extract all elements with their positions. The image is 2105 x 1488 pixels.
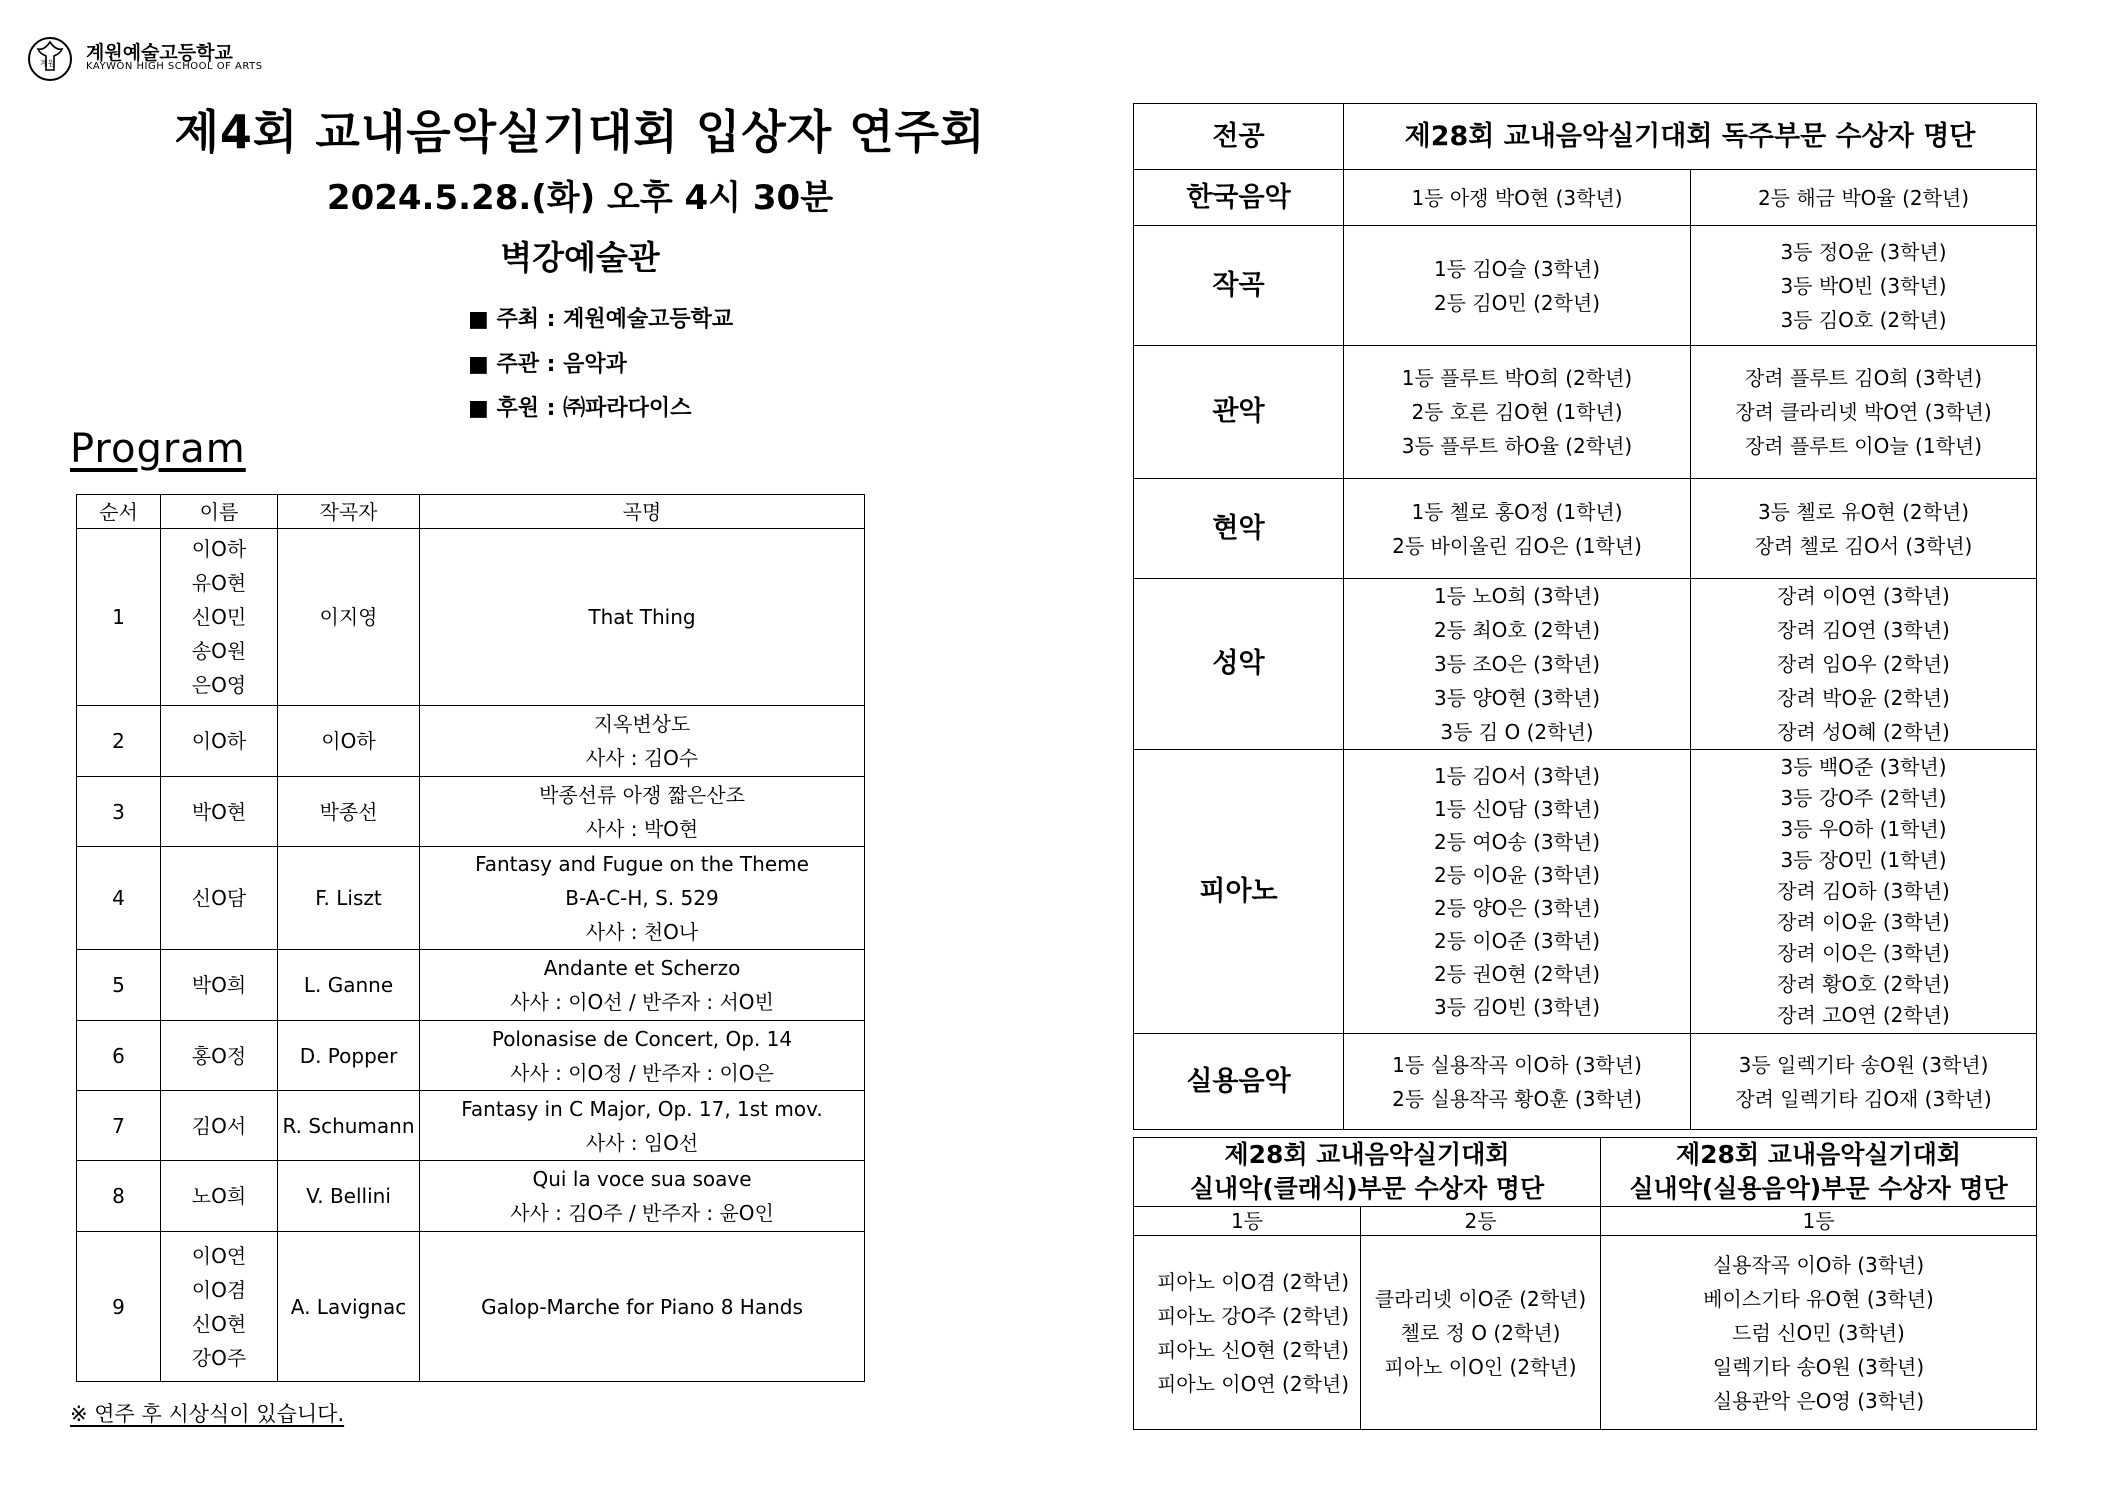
svg-text:계원: 계원	[40, 59, 56, 68]
classical-ensemble-title	[1134, 1138, 1601, 1207]
ensemble-awards-table	[1133, 1137, 2037, 1430]
order-cell: 5	[77, 950, 161, 1021]
title-line: 제28회 교내음악실기대회	[1676, 1140, 1961, 1169]
major-cell: 피아노	[1134, 750, 1344, 1034]
winner-entry: 1등 노O희 (3학년)	[1433, 584, 1601, 608]
program-row	[77, 1232, 865, 1382]
header-name: 이름	[161, 495, 278, 529]
major-cell: 현악	[1134, 479, 1344, 579]
classical-second-members	[1361, 1236, 1601, 1430]
performer-name: 신O민	[191, 605, 247, 629]
winners-right	[1691, 226, 2037, 346]
winner-entry: 1등 김O서 (3학년)	[1433, 763, 1601, 788]
title-line: 제28회 교내음악실기대회	[1224, 1140, 1510, 1169]
performer-cell	[161, 529, 278, 706]
order-cell: 6	[77, 1021, 161, 1091]
order-cell: 3	[77, 777, 161, 847]
ensemble-members-row	[1134, 1236, 2037, 1430]
winner-entry: 3등 플루트 하O율 (2학년)	[1401, 434, 1633, 458]
order-cell: 7	[77, 1091, 161, 1161]
rank-second-classical: 2등	[1361, 1207, 1601, 1236]
header-piece: 곡명	[420, 495, 865, 529]
event-organizer: ■ 주관 : 음악과	[468, 352, 627, 377]
winner-entry: 2등 여O송 (3학년)	[1433, 829, 1601, 854]
piece-cell	[420, 1021, 865, 1091]
composer-cell: 박종선	[278, 777, 420, 847]
event-sponsor: ■ 후원 : ㈜파라다이스	[468, 396, 692, 421]
piece-credit: 사사 : 박O현	[585, 816, 699, 841]
winners-right	[1691, 479, 2037, 579]
classical-first-members	[1134, 1236, 1361, 1430]
program-row	[77, 1021, 865, 1091]
program-row	[77, 706, 865, 777]
piece-credit: 사사 : 이O정 / 반주자 : 이O은	[510, 1060, 774, 1085]
winner-entry: 2등 이O윤 (3학년)	[1433, 862, 1601, 887]
title-line: 실내악(실용음악)부문 수상자 명단	[1629, 1174, 2008, 1203]
winner-entry: 1등 신O담 (3학년)	[1433, 796, 1601, 821]
winner-entry: 장려 이O윤 (3학년)	[1777, 910, 1950, 934]
member-entry: 피아노 강O주 (2학년)	[1156, 1303, 1350, 1328]
award-row-vocal	[1134, 579, 2037, 750]
winner-entry: 1등 아쟁 박O현 (3학년)	[1411, 185, 1623, 210]
winner-entry: 3등 양O현 (3학년)	[1433, 686, 1601, 710]
winner-entry: 장려 성O혜 (2학년)	[1777, 720, 1950, 744]
school-name-english: KAYWON HIGH SCHOOL OF ARTS	[86, 61, 263, 72]
program-row	[77, 1091, 865, 1161]
piece-title: Polonasise de Concert, Op. 14	[491, 1026, 793, 1051]
member-entry: 첼로 정 O (2학년)	[1400, 1320, 1561, 1345]
member-entry: 일렉기타 송O원 (3학년)	[1712, 1354, 1925, 1379]
winner-entry: 장려 이O은 (3학년)	[1777, 941, 1950, 965]
winner-entry: 1등 첼로 홍O정 (1학년)	[1411, 499, 1623, 524]
member-entry: 클라리넷 이O준 (2학년)	[1374, 1286, 1587, 1311]
order-cell: 4	[77, 847, 161, 950]
winners-left	[1344, 1034, 1691, 1130]
major-cell: 작곡	[1134, 226, 1344, 346]
piece-title: Andante et Scherzo	[543, 956, 741, 980]
program-row	[77, 847, 865, 950]
winner-entry: 장려 일렉기타 김O재 (3학년)	[1735, 1086, 1992, 1111]
awards-header-major: 전공	[1134, 104, 1344, 170]
program-row	[77, 1161, 865, 1232]
winner-entry: 3등 일렉기타 송O원 (3학년)	[1738, 1052, 1989, 1077]
piece-cell	[420, 950, 865, 1021]
winner-entry: 3등 김 O (2학년)	[1440, 720, 1594, 744]
winner-entry: 3등 강O주 (2학년)	[1780, 786, 1947, 810]
performer-name: 은O영	[191, 673, 247, 697]
major-cell: 성악	[1134, 579, 1344, 750]
winners-right	[1691, 170, 2037, 226]
member-entry: 실용작곡 이O하 (3학년)	[1712, 1252, 1925, 1277]
event-title: 제4회 교내음악실기대회 입상자 연주회	[174, 105, 986, 159]
footnote: ※ 연주 후 시상식이 있습니다.	[70, 1402, 345, 1426]
popular-ensemble-title	[1601, 1138, 2037, 1207]
program-table	[76, 494, 865, 1382]
piece-credit: 사사 : 김O주 / 반주자 : 윤O인	[510, 1201, 774, 1225]
title-line: 실내악(클래식)부문 수상자 명단	[1189, 1174, 1545, 1203]
composer-cell: D. Popper	[278, 1021, 420, 1091]
member-entry: 피아노 이O연 (2학년)	[1156, 1371, 1350, 1396]
winners-right	[1691, 1034, 2037, 1130]
event-datetime: 2024.5.28.(화) 오후 4시 30분	[326, 178, 834, 218]
award-row-winds	[1134, 346, 2037, 479]
winner-entry: 3등 박O빈 (3학년)	[1780, 273, 1947, 298]
header-composer: 작곡자	[278, 495, 420, 529]
winner-entry: 3등 조O은 (3학년)	[1433, 652, 1601, 676]
performer-name: 송O원	[191, 639, 247, 663]
member-entry: 베이스기타 유O현 (3학년)	[1703, 1286, 1934, 1311]
winner-entry: 장려 황O호 (2학년)	[1777, 972, 1950, 996]
performer-cell: 박O희	[161, 950, 278, 1021]
composer-cell: 이지영	[278, 529, 420, 706]
winner-entry: 장려 첼로 김O서 (3학년)	[1754, 533, 1973, 558]
piece-title: 박종선류 아쟁 짧은산조	[539, 782, 745, 807]
winner-entry: 장려 플루트 이O늘 (1학년)	[1744, 434, 1983, 458]
piece-credit: 사사 : 천O나	[585, 920, 699, 944]
piece-cell	[420, 1091, 865, 1161]
performer-name: 유O현	[191, 571, 247, 595]
winner-entry: 3등 장O민 (1학년)	[1780, 848, 1947, 872]
winner-entry: 1등 실용작곡 이O하 (3학년)	[1392, 1052, 1642, 1077]
piece-credit: 사사 : 김O수	[585, 746, 699, 770]
winners-right	[1691, 346, 2037, 479]
piece-title: 지옥변상도	[593, 712, 691, 736]
program-row	[77, 950, 865, 1021]
winner-entry: 1등 플루트 박O희 (2학년)	[1401, 366, 1633, 390]
piece-title-cont: B-A-C-H, S. 529	[565, 886, 719, 910]
piece-cell	[420, 847, 865, 950]
winner-entry: 2등 권O현 (2학년)	[1433, 961, 1601, 986]
program-heading: Program	[70, 426, 246, 472]
composer-cell: R. Schumann	[278, 1091, 420, 1161]
performer-cell: 김O서	[161, 1091, 278, 1161]
winner-entry: 장려 플루트 김O희 (3학년)	[1744, 366, 1983, 390]
winners-left	[1344, 346, 1691, 479]
performer-name: 이O하	[191, 537, 247, 561]
winners-right	[1691, 750, 2037, 1034]
composer-cell: V. Bellini	[278, 1161, 420, 1232]
piece-title: That Thing	[588, 605, 696, 629]
award-row-popular-music	[1134, 1034, 2037, 1130]
winners-left	[1344, 170, 1691, 226]
winner-entry: 장려 임O우 (2학년)	[1777, 652, 1950, 676]
order-cell: 1	[77, 529, 161, 706]
event-host: ■ 주최 : 계원예술고등학교	[468, 307, 734, 332]
award-row-strings	[1134, 479, 2037, 579]
winner-entry: 1등 김O슬 (3학년)	[1433, 256, 1601, 281]
winners-right	[1691, 579, 2037, 750]
winner-entry: 2등 김O민 (2학년)	[1433, 290, 1601, 315]
performer-name: 이O겸	[191, 1277, 247, 1302]
event-venue: 벽강예술관	[500, 238, 660, 277]
winner-entry: 3등 첼로 유O현 (2학년)	[1757, 499, 1970, 524]
award-row-piano	[1134, 750, 2037, 1034]
awards-header-title: 제28회 교내음악실기대회 독주부문 수상자 명단	[1344, 104, 2037, 170]
piece-cell	[420, 1161, 865, 1232]
piece-cell	[420, 1232, 865, 1382]
performer-name: 이O연	[191, 1243, 247, 1268]
performer-cell: 노O희	[161, 1161, 278, 1232]
header-order: 순서	[77, 495, 161, 529]
performer-cell: 박O현	[161, 777, 278, 847]
program-header-row	[77, 495, 865, 529]
solo-awards-table	[1133, 103, 2037, 1130]
winner-entry: 3등 김O빈 (3학년)	[1433, 994, 1601, 1019]
piece-title: Fantasy in C Major, Op. 17, 1st mov.	[461, 1096, 823, 1121]
piece-cell	[420, 706, 865, 777]
piece-title: Fantasy and Fugue on the Theme	[475, 852, 809, 876]
performer-cell: 신O담	[161, 847, 278, 950]
winners-left	[1344, 579, 1691, 750]
member-entry: 드럼 신O민 (3학년)	[1732, 1320, 1905, 1345]
order-cell: 9	[77, 1232, 161, 1382]
winner-entry: 2등 실용작곡 황O훈 (3학년)	[1392, 1086, 1642, 1111]
winners-left	[1344, 750, 1691, 1034]
performer-cell: 홍O정	[161, 1021, 278, 1091]
winner-entry: 3등 우O하 (1학년)	[1780, 817, 1947, 841]
performer-name: 강O주	[191, 1345, 247, 1370]
winners-left	[1344, 479, 1691, 579]
composer-cell: L. Ganne	[278, 950, 420, 1021]
piece-credit: 사사 : 임O선	[585, 1130, 699, 1155]
winner-entry: 장려 클라리넷 박O연 (3학년)	[1735, 400, 1992, 424]
rank-first-classical: 1등	[1134, 1207, 1361, 1236]
winner-entry: 장려 김O연 (3학년)	[1777, 618, 1950, 642]
winner-entry: 3등 백O준 (3학년)	[1780, 755, 1947, 779]
piece-credit: 사사 : 이O선 / 반주자 : 서O빈	[510, 990, 774, 1014]
winner-entry: 2등 최O호 (2학년)	[1433, 618, 1601, 642]
program-row	[77, 529, 865, 706]
performer-cell	[161, 1232, 278, 1382]
award-row-korean-music	[1134, 170, 2037, 226]
winner-entry: 장려 고O연 (2학년)	[1777, 1003, 1950, 1027]
order-cell: 2	[77, 706, 161, 777]
major-cell: 한국음악	[1134, 170, 1344, 226]
winner-entry: 2등 이O준 (3학년)	[1433, 928, 1601, 953]
program-row	[77, 777, 865, 847]
performer-cell: 이O하	[161, 706, 278, 777]
performer-name: 신O현	[191, 1311, 247, 1336]
member-entry: 피아노 신O현 (2학년)	[1156, 1337, 1350, 1362]
winner-entry: 2등 호른 김O현 (1학년)	[1411, 400, 1623, 424]
major-cell: 실용음악	[1134, 1034, 1344, 1130]
ensemble-rank-row	[1134, 1207, 2037, 1236]
composer-cell: A. Lavignac	[278, 1232, 420, 1382]
member-entry: 피아노 이O인 (2학년)	[1384, 1354, 1577, 1379]
winner-entry: 장려 김O하 (3학년)	[1777, 879, 1950, 903]
composer-cell: 이O하	[278, 706, 420, 777]
school-logo	[26, 36, 78, 82]
winner-entry: 장려 이O연 (3학년)	[1777, 584, 1950, 608]
popular-first-members	[1601, 1236, 2037, 1430]
winners-left	[1344, 226, 1691, 346]
piece-cell	[420, 529, 865, 706]
composer-cell: F. Liszt	[278, 847, 420, 950]
winner-entry: 3등 정O윤 (3학년)	[1780, 239, 1947, 264]
rank-first-popular: 1등	[1601, 1207, 2037, 1236]
ensemble-title-row	[1134, 1138, 2037, 1207]
school-name-korean: 계원예술고등학교	[86, 42, 233, 64]
piece-title: Galop-Marche for Piano 8 Hands	[481, 1294, 803, 1319]
winner-entry: 2등 바이올린 김O은 (1학년)	[1392, 533, 1642, 558]
award-row-composition	[1134, 226, 2037, 346]
winner-entry: 2등 양O은 (3학년)	[1433, 895, 1601, 920]
awards-header-row	[1134, 104, 2037, 170]
member-entry: 실용관악 은O영 (3학년)	[1712, 1388, 1925, 1413]
piece-title: Qui la voce sua soave	[532, 1167, 752, 1191]
winner-entry: 장려 박O윤 (2학년)	[1777, 686, 1950, 710]
winner-entry: 2등 해금 박O율 (2학년)	[1757, 185, 1970, 210]
piece-cell	[420, 777, 865, 847]
major-cell: 관악	[1134, 346, 1344, 479]
winner-entry: 3등 김O호 (2학년)	[1780, 307, 1947, 332]
member-entry: 피아노 이O겸 (2학년)	[1156, 1269, 1350, 1294]
order-cell: 8	[77, 1161, 161, 1232]
